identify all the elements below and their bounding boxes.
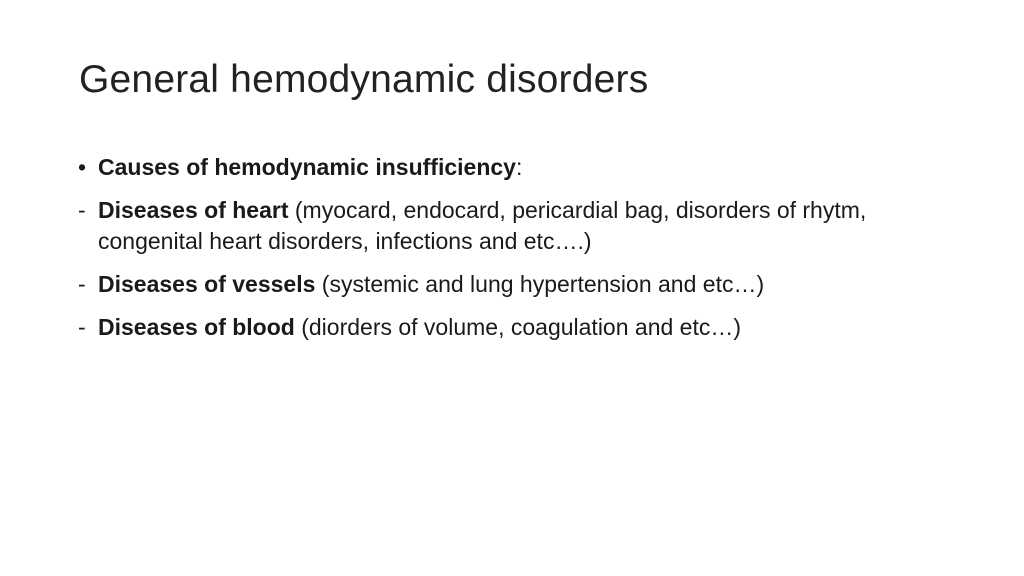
dash-marker: - <box>78 197 86 223</box>
item-heading: Diseases of vessels <box>98 271 316 297</box>
list-item <box>78 269 958 300</box>
item-text: : <box>515 154 523 180</box>
bullet-marker: • <box>78 154 87 180</box>
item-heading: Diseases of heart <box>98 197 289 223</box>
list-item <box>78 312 958 343</box>
item-heading: Causes of hemodynamic insufficiency <box>98 154 516 180</box>
dash-marker: - <box>78 271 86 297</box>
slide-title: General hemodynamic disorders <box>79 58 649 101</box>
item-text: (diorders of volume, coagulation and etc…) <box>294 314 742 340</box>
item-heading: Diseases of blood <box>98 314 295 340</box>
dash-marker: - <box>78 314 86 340</box>
item-text: (myocard, endocard, pericardial bag, disorders of rhytm, congenital heart disorders, infections and etc….) <box>98 197 867 254</box>
bullet-list <box>78 152 958 355</box>
list-item <box>78 195 958 257</box>
list-item <box>78 152 958 183</box>
item-text: (systemic and lung hypertension and etc…) <box>315 271 765 297</box>
